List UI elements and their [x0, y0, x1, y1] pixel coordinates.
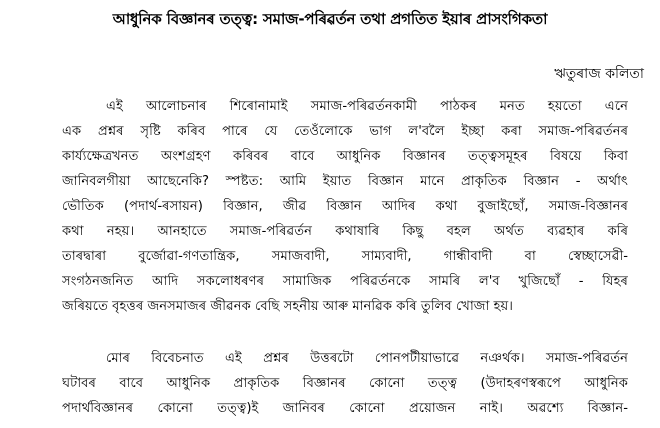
paragraph-line: জৰিয়তে বৃহত্তৰ জনসমাজৰ জীৱনক বেছি সহনীয় আৰু মানৱিক কৰি তুলিব খোজা হয়। [62, 299, 514, 314]
paragraph-line: কাৰ্য্যক্ষেত্ৰখনত অংশগ্ৰহণ কৰিবৰ বাবে আধুনিক বিজ্ঞানৰ তত্ত্বসমূহৰ বিষয়ে কিবা [62, 149, 628, 164]
paragraph-line: ভৌতিক (পদাৰ্থ-ৰসায়ন) বিজ্ঞান, জীৱ বিজ্ঞান আদিৰ কথা বুজাইছোঁ, সমাজ-বিজ্ঞানৰ [62, 199, 628, 214]
paragraph-line: সংগঠনজনিত আদি সকলোধৰণৰ সামাজিক পৰিৱৰ্তনকে সামৰি ল'ব খুজিছোঁ - যিহৰ [62, 274, 628, 289]
paragraph-line: এই আলোচনাৰ শিৰোনামাই সমাজ-পৰিৱৰ্তনকামী পাঠকৰ মনত হয়তো এনে [106, 99, 628, 114]
paragraph-line: পদাৰ্থবিজ্ঞানৰ কোনো তত্ত্ব)ই জানিবৰ কোনো প্ৰয়োজন নাই। অৱশ্যে বিজ্ঞান- [62, 401, 628, 416]
paragraph-line: কথা নহয়। আনহাতে সমাজ-পৰিৱৰ্তন কথাষাৰি কিছু বহল অৰ্থত ব্যৱহাৰ কৰি [62, 224, 628, 239]
paragraph-1 [62, 94, 628, 319]
paragraph-line: মোৰ বিবেচনাত এই প্ৰশ্নৰ উত্তৰটো পোনপটীয়াভাৱে নঞৰ্থক। সমাজ-পৰিৱৰ্তন [106, 351, 628, 366]
paragraph-line: এক প্ৰশ্নৰ সৃষ্টি কৰিব পাৰে যে তেওঁলোকে ভাগ ল'বলৈ ইচ্ছা কৰা সমাজ-পৰিৱৰ্তনৰ [62, 124, 628, 139]
paragraph-2 [62, 346, 628, 421]
author-name: ঋতুৰাজ কলিতা [554, 66, 644, 82]
paragraph-line: জানিবলগীয়া আছেনেকি? স্পষ্টত: আমি ইয়াত বিজ্ঞান মানে প্ৰাকৃতিক বিজ্ঞান - অৰ্থাৎ [62, 174, 628, 189]
paragraph-line: ঘটাবৰ বাবে আধুনিক প্ৰাকৃতিক বিজ্ঞানৰ কোনো তত্ত্ব (উদাহৰণস্বৰূপে আধুনিক [62, 376, 628, 391]
document-title: আধুনিক বিজ্ঞানৰ তত্ত্ব: সমাজ-পৰিৱৰ্তন তথা প্ৰগতিত ইয়াৰ প্ৰাসংগিকতা [112, 10, 548, 28]
paragraph-line: তাৰদ্বাৰা বুৰ্জোৱা-গণতান্ত্ৰিক, সমাজবাদী, সাম্যবাদী, গান্ধীবাদী বা স্বেচ্ছাসেৱী- [62, 249, 628, 264]
